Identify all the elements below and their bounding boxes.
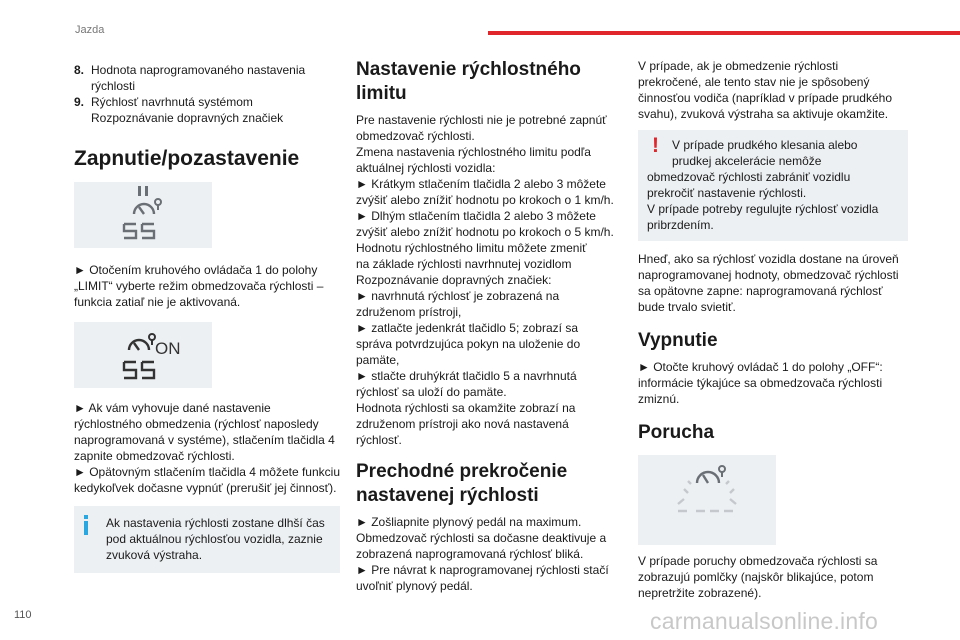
on-label: ON	[155, 339, 181, 358]
column-2	[356, 58, 621, 594]
exceed-text: ► Zošliapnite plynový pedál na maximum. Obmedzovač rýchlosti sa dočasne deaktivuje a zobrazená naprogramovaná rýchlosť bliká. ► Pre návrat k naprogramovanej rýchlosti stačí uvoľniť plynový pedál.	[356, 515, 609, 593]
column-3	[638, 58, 908, 601]
section-heading-set-limit: Nastavenie rýchlostného limitu	[356, 59, 581, 104]
section-color-bar	[488, 31, 960, 35]
speedometer-on-icon	[74, 322, 212, 388]
info-note: Ak nastavenia rýchlosti zostane dlhší čas pod aktuálnou rýchlosťou vozidla, zaznie zvuková výstraha.	[74, 506, 340, 573]
section-heading-activation: Zapnutie/pozastavenie	[74, 147, 300, 170]
off-text: ► Otočte kruhový ovládač 1 do polohy „OFF“: informácie týkajúce sa obmedzovača rýchlosti zmiznú.	[638, 360, 883, 406]
speed-limiter-illustration-paused	[74, 182, 212, 248]
set-limit-text: Pre nastavenie rýchlosti nie je potrebné zapnúť obmedzovač rýchlosti. Zmena nastavenia rýchlostného limitu podľa aktuálnej rýchlosti vozidla: ► Krátkym stlačením tlačidla 2 alebo 3 môžete zvýšiť alebo znížiť hodnotu po krokoch o 1 km/h. ► Dlhým stlačením tlačidla 2 alebo 3 môžete zvýšiť alebo znížiť hodnotu po krokoch o 5 km/h. Hodnotu rýchlostného limitu môžete zmeniť na základe rýchlosti navrhnutej vozidlom Rozpoznávanie dopravných značiek: ► navrhnutá rýchlosť je zobrazená na združenom prístroji, ► zatlačte jedenkrát tlačidlo 5; zobrazí sa správa potvrdzujúca pokyn na uloženie do pamäte, ► stlačte druhýkrát tlačidlo 5 a navrhnutá rýchlosť sa uloží do pamäte. Hodnota rýchlosti sa okamžite zobrazí na združenom prístroji ako nová nastavená rýchlosť.	[356, 113, 614, 447]
section-heading-fault: Porucha	[638, 422, 715, 443]
exceed-auto-text: V prípade, ak je obmedzenie rýchlosti prekročené, ale tento stav nie je spôsobený činnosťou vodiča (napríklad v prípade prudkého svahu), zvuková výstraha sa aktivuje okamžite.	[638, 59, 892, 121]
list-item: 8. Hodnota naprogramovaného nastavenia rýchlosti	[74, 63, 306, 93]
list-item: 9. Rýchlosť navrhnutá systémom Rozpoznávanie dopravných značiek	[74, 95, 284, 125]
speedometer-pause-icon	[74, 182, 212, 248]
info-icon	[84, 515, 88, 537]
resume-text: Hneď, ako sa rýchlosť vozidla dostane na úroveň naprogramovanej hodnoty, obmedzovač rýchlosti sa opätovne zapne: naprogramovaná rýchlosť bude trvalo svietiť.	[638, 252, 899, 314]
watermark: carmanualsonline.info	[650, 608, 878, 634]
paragraph-activate: ► Ak vám vyhovuje dané nastavenie rýchlostného obmedzenia (rýchlosť naposledy naprogramovaná v systéme), stlačením tlačidla 4 zapnite obmedzovač rýchlosti.	[74, 401, 335, 463]
fault-text: V prípade poruchy obmedzovača rýchlosti sa zobrazujú pomlčky (najskôr blikajúce, potom nepretržite zobrazené).	[638, 554, 878, 600]
section-heading-exceed: Prechodné prekročenie nastavenej rýchlosti	[356, 461, 568, 506]
speed-limiter-illustration-fault	[638, 455, 776, 545]
speed-limiter-illustration-on	[74, 322, 212, 388]
section-heading-off: Vypnutie	[638, 330, 718, 351]
warning-note: ! V prípade prudkého klesania alebo prudkej akcelerácie nemôže obmedzovač rýchlosti zabrániť vozidlu prekročiť nastavenie rýchlosti. V prípade potreby regulujte rýchlosť vozidla pribrzdením.	[638, 130, 908, 241]
warning-icon: !	[652, 134, 659, 157]
column-1	[74, 62, 340, 573]
paragraph-limit-mode: ► Otočením kruhového ovládača 1 do polohy „LIMIT“ vyberte režim obmedzovača rýchlosti – funkcia zatiaľ nie je aktivovaná.	[74, 263, 324, 309]
running-header: Jazda	[75, 24, 105, 36]
page-number: 110	[14, 609, 32, 621]
speedometer-fault-icon	[638, 455, 776, 545]
paragraph-pause: ► Opätovným stlačením tlačidla 4 môžete funkciu kedykoľvek dočasne vypnúť (prerušiť jej činnosť).	[74, 465, 340, 495]
